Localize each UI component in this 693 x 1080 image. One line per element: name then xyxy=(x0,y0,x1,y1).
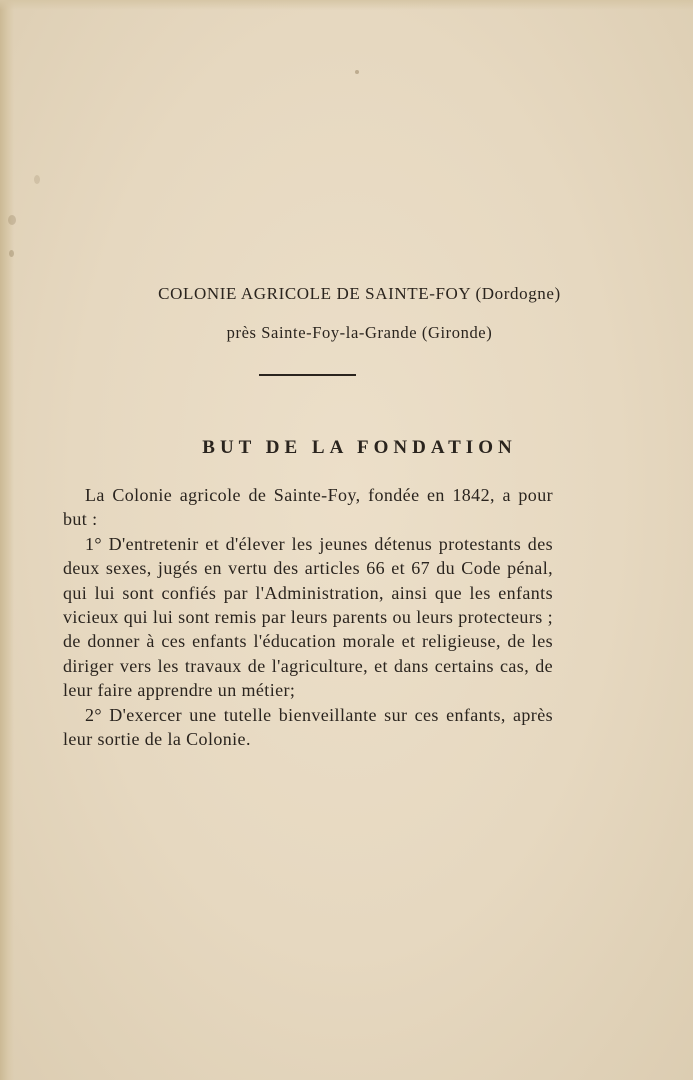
paragraph-item-1: 1° D'entretenir et d'élever les jeunes détenus protestants des deux sexes, jugés en vertu des articles 66 et 67 du Code pénal, qui lui sont confiés par l'Administration, ainsi que les enfants vicieux qui lui sont remis par leurs parents ou leurs protecteurs ; de donner à ces enfants l'éducation morale et religieuse, de les diriger vers les travaux de l'agriculture, et dans certains cas, de leur faire apprendre un métier; xyxy=(63,533,553,701)
ink-spot xyxy=(9,250,14,257)
divider-rule xyxy=(259,374,356,376)
section-title: BUT DE LA FONDATION xyxy=(202,437,517,458)
page-edge-shadow xyxy=(0,0,14,1080)
ink-spot xyxy=(34,175,40,184)
document-subtitle: près Sainte-Foy-la-Grande (Gironde) xyxy=(226,323,493,342)
paragraph-item-2: 2° D'exercer une tutelle bienveillante sur ces enfants, après leur sortie de la Colonie. xyxy=(63,704,553,750)
ink-spot xyxy=(355,70,359,74)
ink-spot xyxy=(8,215,16,225)
document-title: COLONIE AGRICOLE DE SAINTE-FOY (Dordogne) xyxy=(158,284,561,303)
body-text xyxy=(63,483,553,751)
paragraph-intro: La Colonie agricole de Sainte-Foy, fondée en 1842, a pour but : xyxy=(63,485,553,530)
page-top-shadow xyxy=(0,0,693,10)
